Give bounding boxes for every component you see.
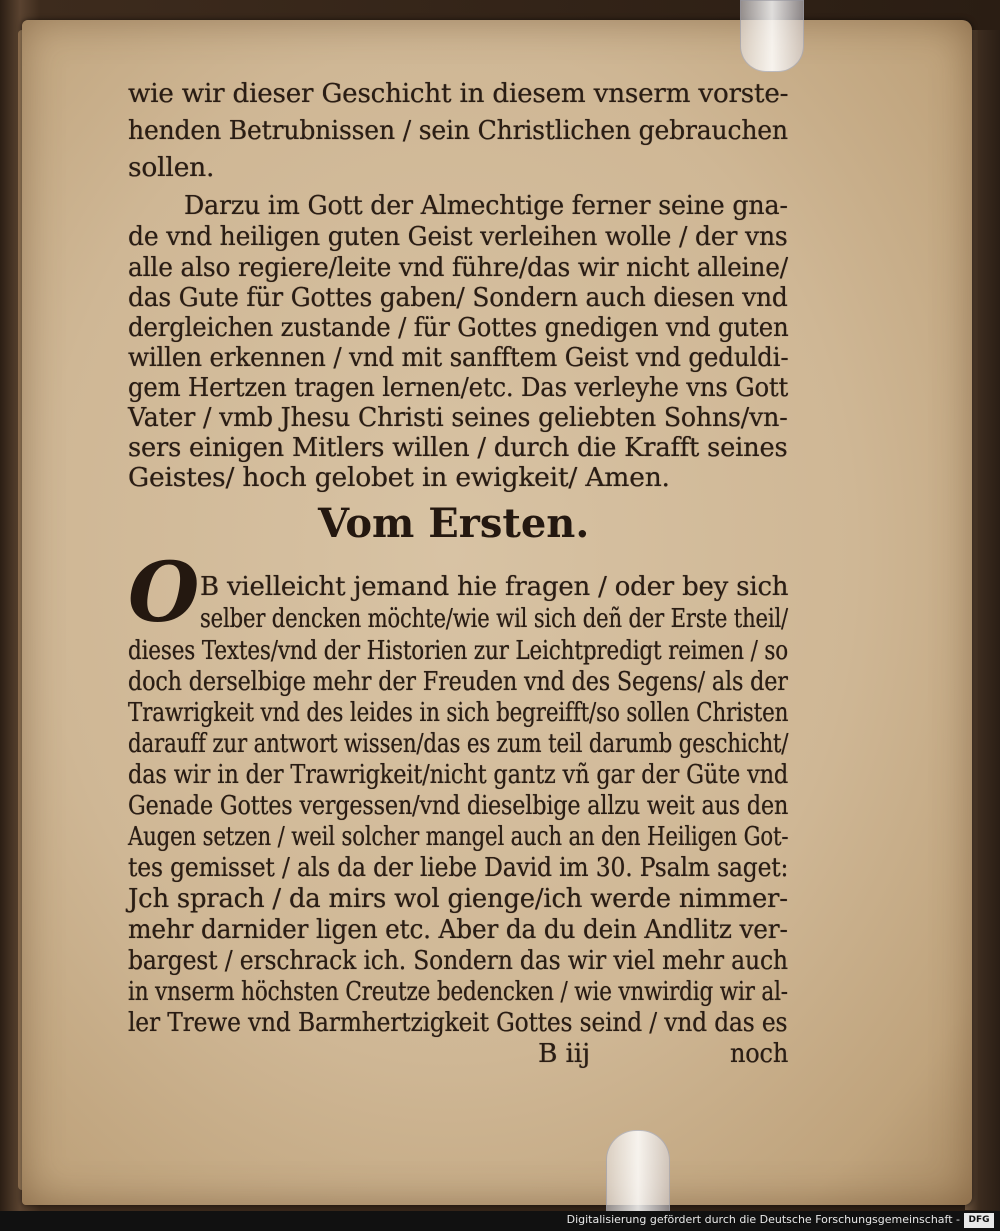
- text-line: Jch sprach / da mirs wol gienge/ich werde nimmer-: [128, 883, 788, 914]
- drop-cap-initial: O: [128, 545, 200, 641]
- text-line: dieses Textes/vnd der Historien zur Leichtpredigt reimen / so: [128, 635, 789, 666]
- text-line: B vielleicht jemand hie fragen / oder bey sich: [200, 571, 789, 602]
- text-line: darauff zur antwort wissen/das es zum teil darumb geschicht/: [128, 728, 789, 759]
- funding-credit: Digitalisierung gefördert durch die Deutsche Forschungsgemeinschaft -: [566, 1213, 960, 1226]
- section-heading: Vom Ersten.: [318, 500, 590, 547]
- page-clip-top: [740, 0, 804, 72]
- text-line: willen erkennen / vnd mit sanfftem Geist vnd geduldi-: [128, 342, 789, 373]
- text-line: Geistes/ hoch gelobet in ewigkeit/ Amen.: [128, 462, 670, 493]
- text-line: mehr darnider ligen etc. Aber da du dein Andlitz ver-: [128, 914, 788, 945]
- text-line: Vater / vmb Jhesu Christi seines geliebten Sohns/vn-: [128, 402, 788, 433]
- text-line: doch derselbige mehr der Freuden vnd des Segens/ als der: [128, 666, 788, 697]
- text-line: sers einigen Mitlers willen / durch die Krafft seines: [128, 432, 788, 463]
- text-line: selber dencken möchte/wie wil sich deñ der Erste theil/: [200, 603, 789, 634]
- text-line: in vnserm höchsten Creutze bedencken / wie vnwirdig wir al-: [128, 976, 788, 1007]
- text-line: wie wir dieser Geschicht in diesem vnserm vorste-: [128, 78, 789, 109]
- text-line: tes gemisset / als da der liebe David im 30. Psalm saget:: [128, 852, 789, 883]
- text-line: de vnd heiligen guten Geist verleihen wolle / der vns: [128, 221, 788, 252]
- dfg-logo: DFG: [964, 1213, 994, 1228]
- signature-mark: B iij: [538, 1038, 591, 1069]
- text-line: alle also regiere/leite vnd führe/das wir nicht alleine/: [128, 252, 788, 283]
- text-line: Trawrigkeit vnd des leides in sich begreifft/so sollen Christen: [128, 697, 789, 728]
- text-line: das wir in der Trawrigkeit/nicht gantz vñ gar der Güte vnd: [128, 759, 789, 790]
- text-line: henden Betrubnissen / sein Christlichen gebrauchen: [128, 115, 788, 146]
- page-clip-bottom: [606, 1130, 670, 1214]
- text-line: bargest / erschrack ich. Sondern das wir viel mehr auch: [128, 945, 788, 976]
- text-line: Genade Gottes vergessen/vnd dieselbige allzu weit aus den: [128, 790, 789, 821]
- text-line: Augen setzen / weil solcher mangel auch an den Heiligen Got-: [128, 821, 789, 852]
- text-line: sollen.: [128, 152, 215, 183]
- text-line: Darzu im Gott der Almechtige ferner seine gna-: [184, 190, 788, 221]
- text-line: das Gute für Gottes gaben/ Sondern auch diesen vnd: [128, 282, 788, 313]
- text-line: gem Hertzen tragen lernen/etc. Das verleyhe vns Gott: [128, 372, 789, 403]
- text-line: dergleichen zustande / für Gottes gnedigen vnd guten: [128, 312, 789, 343]
- text-line: ler Trewe vnd Barmhertzigkeit Gottes seind / vnd das es: [128, 1007, 788, 1038]
- catchword: noch: [730, 1038, 789, 1069]
